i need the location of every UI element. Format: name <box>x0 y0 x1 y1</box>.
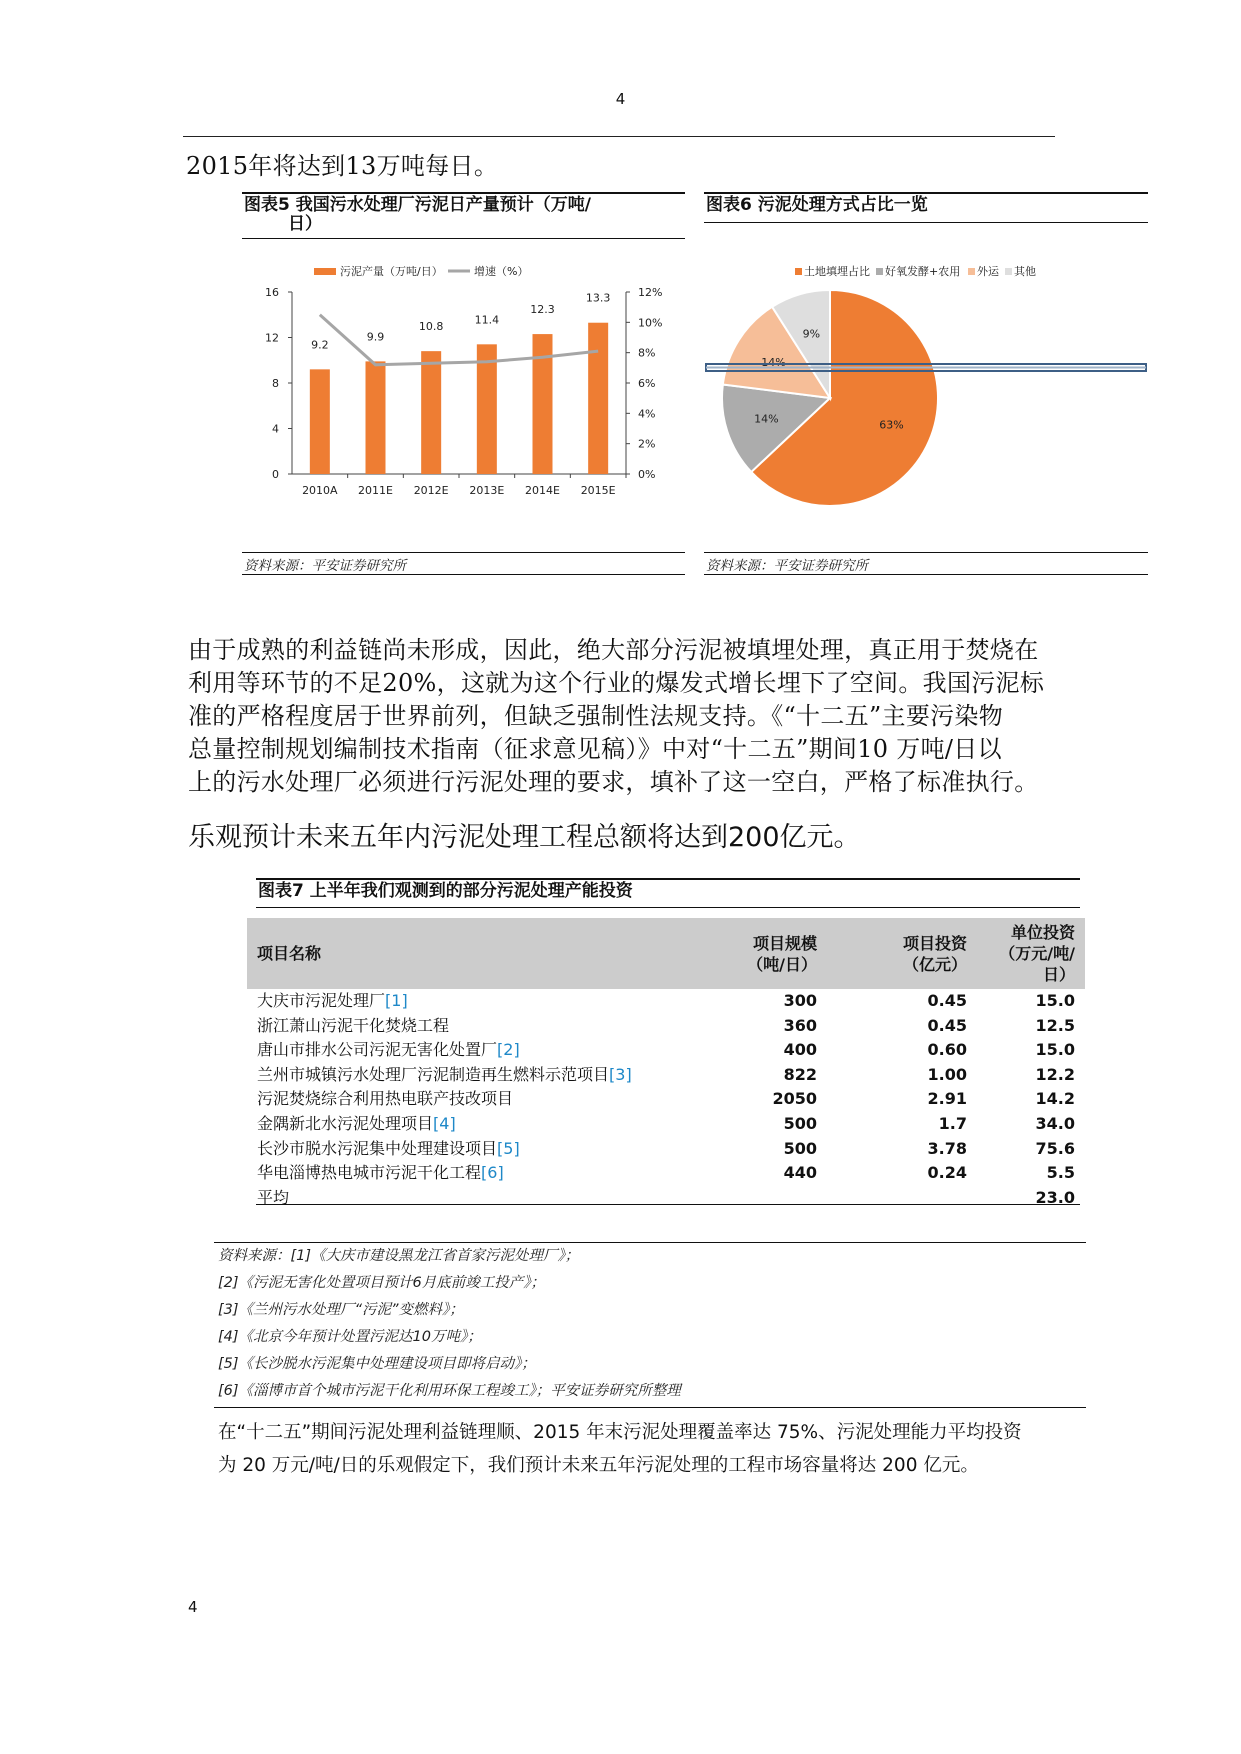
row-name <box>247 989 697 1014</box>
row-name <box>247 1161 697 1186</box>
row-name <box>247 1186 697 1211</box>
legend-swatch <box>968 268 975 275</box>
row-name <box>247 1112 697 1137</box>
bar-data-label: 9.9 <box>366 330 385 344</box>
row-name <box>247 1014 697 1039</box>
table-row <box>247 1161 1085 1186</box>
y-tick-label: 16 <box>265 286 279 299</box>
row-name <box>247 1063 697 1088</box>
bar-data-label: 12.3 <box>530 303 555 317</box>
row-ref: [4] <box>433 1113 456 1133</box>
row-scale: 500 <box>783 1138 817 1158</box>
y2-tick-label: 10% <box>638 316 663 330</box>
paragraph1-line: 上的污水处理厂必须进行污泥处理的要求，填补了这一空白，严格了标准执行。 <box>188 768 1039 796</box>
legend-swatch <box>795 268 802 275</box>
reference-line: [6]《淄博市首个城市污泥干化利用环保工程竣工》；平安证券研究所整理 <box>218 1383 681 1399</box>
fig5-title-line2: 日） <box>288 214 322 234</box>
fig6-title: 图表6 污泥处理方式占比一览 <box>706 195 928 215</box>
y2-tick-label: 0% <box>638 468 656 481</box>
row-name-text: 华电淄博热电城市污泥干化工程 <box>257 1163 482 1183</box>
fig5-source: 资料来源：平安证券研究所 <box>244 558 406 574</box>
intro-line: 2015年将达到13万吨每日。 <box>186 152 499 180</box>
table-row <box>247 1063 1085 1088</box>
row-scale: 360 <box>783 1015 817 1035</box>
col-name: 项目名称 <box>247 918 697 989</box>
pie-slice-label: 9% <box>802 327 821 341</box>
fig6-chart <box>704 250 1148 530</box>
row-ref: [5] <box>497 1138 520 1158</box>
table-row <box>247 1014 1085 1039</box>
table-row <box>247 989 1085 1014</box>
bar <box>421 351 441 474</box>
legend-bar-label: 污泥产量（万吨/日） <box>340 265 443 278</box>
fig7-title: 图表7 上半年我们观测到的部分污泥处理产能投资 <box>258 881 633 901</box>
row-invest: 3.78 <box>927 1138 967 1158</box>
growth-line <box>320 315 598 365</box>
x-tick-label: 2011E <box>358 484 393 497</box>
pie-slice-label: 14% <box>754 412 779 426</box>
pie-slice-label: 63% <box>879 418 904 432</box>
y-tick-label: 12 <box>265 331 279 345</box>
col-invest <box>827 918 977 989</box>
fig6-source-rule <box>704 574 1148 575</box>
x-tick-label: 2010A <box>302 484 338 497</box>
fig5-legend <box>314 264 528 278</box>
col-scale <box>697 918 827 989</box>
paragraph1 <box>188 634 1068 799</box>
fig6-legend <box>795 264 1036 278</box>
row-name-text: 金隅新北水污泥处理项目 <box>257 1113 434 1133</box>
row-invest: 1.7 <box>938 1113 967 1133</box>
fig6-bottom-rule <box>704 552 1148 553</box>
col-unit-l1: 单位投资 <box>1010 923 1075 942</box>
row-unit: 14.2 <box>1035 1089 1075 1109</box>
row-invest: 1.00 <box>927 1064 967 1084</box>
fig5-title-rule <box>242 238 685 239</box>
row-name-text: 浙江萧山污泥干化焚烧工程 <box>257 1015 450 1035</box>
reference-line: [4]《北京今年预计处置污泥达10万吨》； <box>218 1329 482 1345</box>
table-row <box>247 1087 1085 1112</box>
legend-bar-swatch <box>314 268 336 275</box>
fig5-chart <box>242 250 685 512</box>
fig5-source-rule <box>242 574 685 575</box>
row-name-text: 兰州市城镇污水处理厂污泥制造再生燃料示范项目 <box>257 1064 610 1084</box>
bar-data-label: 13.3 <box>585 291 611 305</box>
fig5-title-line1: 图表5 我国污水处理厂污泥日产量预计（万吨/ <box>244 195 591 215</box>
y-tick-label: 8 <box>272 377 279 390</box>
reference-line: [3]《兰州污水处理厂“污泥”变燃料》； <box>218 1302 464 1318</box>
reference-line: 资料来源：[1]《大庆市建设黑龙江省首家污泥处理厂》； <box>218 1248 580 1264</box>
y-tick-label: 4 <box>272 422 279 436</box>
y2-tick-label: 2% <box>638 437 656 451</box>
row-unit: 23.0 <box>1035 1187 1075 1207</box>
row-invest: 0.45 <box>927 1015 967 1035</box>
references-bottom-rule <box>214 1407 1086 1408</box>
row-unit: 34.0 <box>1035 1113 1075 1133</box>
fig6-top-rule <box>704 192 1148 194</box>
bar-data-label: 11.4 <box>474 313 500 327</box>
x-tick-label: 2014E <box>525 484 560 497</box>
row-name-text: 唐山市排水公司污泥无害化处置厂 <box>257 1040 498 1060</box>
fig5-title <box>244 196 684 234</box>
x-tick-label: 2012E <box>413 484 449 497</box>
pie-slice-label: 14% <box>761 356 786 370</box>
row-unit: 15.0 <box>1035 991 1075 1010</box>
closing-line: 在“十二五”期间污泥处理利益链理顺、2015 年末污泥处理覆盖率达 75%、污泥处理能力平均投资 <box>218 1422 1022 1443</box>
row-name-text: 大庆市污泥处理厂 <box>257 991 386 1010</box>
row-invest <box>827 1186 977 1211</box>
header-rule <box>183 136 1055 137</box>
y2-tick-label: 8% <box>638 346 656 360</box>
fig6-source: 资料来源：平安证券研究所 <box>706 558 868 574</box>
paragraph1-line: 准的严格程度居于世界前列，但缺乏强制性法规支持。《“十二五”主要污染物 <box>188 702 1004 730</box>
row-unit: 12.2 <box>1035 1064 1075 1084</box>
row-scale: 300 <box>783 991 817 1010</box>
bar <box>366 361 386 474</box>
row-scale: 822 <box>783 1064 817 1084</box>
row-scale: 2050 <box>772 1089 817 1109</box>
legend-swatch <box>1005 268 1012 275</box>
x-tick-label: 2013E <box>469 484 505 497</box>
legend-label: 好氧发酵+农用 <box>885 265 961 278</box>
fig5-bottom-rule <box>242 552 685 553</box>
table-row <box>247 1137 1085 1162</box>
fig7-table-bottom-rule <box>256 1204 1080 1205</box>
row-scale: 400 <box>783 1040 817 1060</box>
row-name <box>247 1137 697 1162</box>
references-block <box>218 1243 1086 1405</box>
bar <box>310 369 330 474</box>
row-invest: 0.24 <box>927 1163 967 1183</box>
col-unit <box>977 918 1085 989</box>
row-invest: 2.91 <box>927 1089 967 1109</box>
legend-swatch <box>876 268 883 275</box>
fig7-title-rule <box>256 907 1080 908</box>
bar <box>588 323 608 474</box>
y2-tick-label: 4% <box>638 407 656 421</box>
row-name <box>247 1087 697 1112</box>
footer-page-number: 4 <box>188 1598 198 1616</box>
fig5-top-rule <box>242 192 685 194</box>
row-unit: 5.5 <box>1046 1163 1075 1183</box>
y-tick-label: 0 <box>272 468 279 481</box>
closing-paragraph <box>218 1416 1022 1482</box>
bar <box>477 344 497 474</box>
legend-label: 土地填埋占比 <box>804 265 870 278</box>
fig6-title-rule <box>704 222 1148 223</box>
table-row <box>247 1038 1085 1063</box>
row-ref: [6] <box>481 1163 504 1183</box>
row-invest: 0.45 <box>927 991 967 1010</box>
bar-data-label: 10.8 <box>418 320 444 334</box>
row-scale <box>697 1186 827 1211</box>
legend-label: 外运 <box>977 265 999 278</box>
table-header-row <box>247 918 1085 989</box>
y2-tick-label: 6% <box>638 377 656 390</box>
paragraph1-line: 利用等环节的不足20%，这就为这个行业的爆发式增长埋下了空间。我国污泥标 <box>188 669 1045 697</box>
paragraph1-line: 由于成熟的利益链尚未形成，因此，绝大部分污泥被填埋处理，真正用于焚烧在 <box>188 636 1039 664</box>
fig7-table <box>247 918 1085 1210</box>
header-page-number: 4 <box>615 90 626 108</box>
row-name-text: 污泥焚烧综合利用热电联产技改项目 <box>257 1089 514 1109</box>
row-ref: [2] <box>497 1040 520 1060</box>
row-name <box>247 1038 697 1063</box>
y2-tick-label: 12% <box>638 286 663 299</box>
bar-data-label: 9.2 <box>311 338 329 352</box>
legend-label: 其他 <box>1014 265 1036 278</box>
col-scale-l1: 项目规模 <box>752 933 817 953</box>
row-name-text: 平均 <box>257 1187 290 1207</box>
x-tick-label: 2015E <box>580 484 616 497</box>
row-ref: [1] <box>385 991 408 1010</box>
fig7-top-rule <box>256 878 1080 880</box>
paragraph1-line: 总量控制规划编制技术指南（征求意见稿）》中对“十二五”期间10 万吨/日以 <box>188 735 1002 763</box>
closing-line: 为 20 万元/吨/日的乐观假定下，我们预计未来五年污泥处理的工程市场容量将达 200 亿元。 <box>218 1455 979 1476</box>
section-heading: 乐观预计未来五年内污泥处理工程总额将达到200亿元。 <box>188 822 861 853</box>
reference-line: [2]《污泥无害化处置项目预计6月底前竣工投产》； <box>218 1275 546 1291</box>
row-unit: 15.0 <box>1035 1040 1075 1060</box>
table-row <box>247 1186 1085 1211</box>
row-ref: [3] <box>609 1064 632 1084</box>
row-name-text: 长沙市脱水污泥集中处理建设项目 <box>257 1138 498 1158</box>
row-scale: 500 <box>783 1113 817 1133</box>
row-invest: 0.60 <box>927 1040 967 1060</box>
row-unit: 12.5 <box>1035 1015 1075 1035</box>
reference-line: [5]《长沙脱水污泥集中处理建设项目即将启动》； <box>218 1356 536 1372</box>
row-unit: 75.6 <box>1035 1138 1075 1158</box>
legend-line-label: 增速（%） <box>474 265 529 278</box>
col-scale-l2: （吨/日） <box>747 954 817 974</box>
col-invest-l2: （亿元） <box>902 954 967 974</box>
col-unit-l2: （万元/吨/日） <box>999 944 1075 984</box>
col-invest-l1: 项目投资 <box>902 933 967 953</box>
row-scale: 440 <box>783 1163 817 1183</box>
table-row <box>247 1112 1085 1137</box>
